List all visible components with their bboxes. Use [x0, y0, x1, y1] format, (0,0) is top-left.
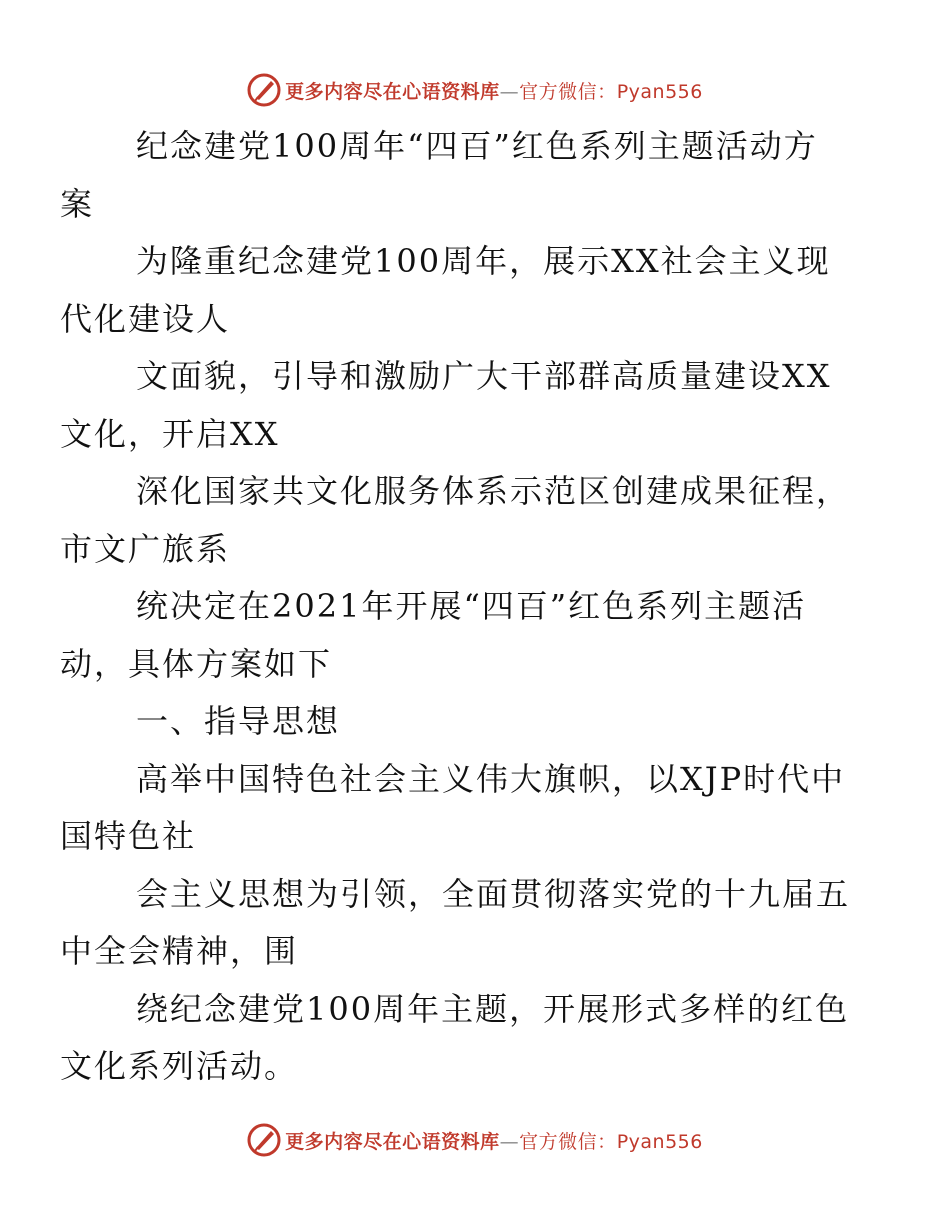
paragraph-title — [60, 118, 858, 233]
paragraph — [60, 348, 858, 463]
paragraph-line: 纪念建党100周年“四百”红色系列主题活动方 — [136, 127, 818, 165]
quill-logo-icon — [247, 1123, 281, 1157]
paragraph-line: 国特色社 — [60, 817, 197, 855]
header-banner — [0, 70, 950, 110]
banner-wechat-handle: Pyan556 — [616, 1130, 703, 1153]
paragraph-line: 文化系列活动。 — [60, 1047, 299, 1085]
footer-banner — [0, 1120, 950, 1160]
paragraph-line: 高举中国特色社会主义伟大旗帜，以XJP时代中 — [136, 759, 846, 798]
banner-text — [285, 77, 703, 104]
paragraph-line: 中全会精神，围 — [60, 932, 299, 970]
section-heading — [98, 693, 858, 751]
banner-wechat-label: 官方微信： — [519, 1130, 617, 1153]
paragraph-line: 会主义思想为引领，全面贯彻落实党的十九届五 — [136, 874, 851, 913]
paragraph-line: 动，具体方案如下 — [60, 644, 333, 683]
paragraph-line: 文化，开启XX — [60, 414, 280, 453]
paragraph — [60, 981, 858, 1096]
paragraph-line: 代化建设人 — [60, 299, 231, 338]
paragraph — [60, 463, 858, 578]
paragraph — [60, 233, 858, 348]
paragraph-line: 为隆重纪念建党100周年，展示XX社会主义现 — [136, 242, 831, 280]
banner-text — [285, 1127, 703, 1154]
banner-dash: — — [499, 80, 520, 103]
paragraph-line: 案 — [60, 184, 95, 223]
banner-site-text: 更多内容尽在心语资料库 — [285, 80, 500, 103]
banner-dash: — — [499, 1130, 520, 1153]
paragraph-line: 深化国家共文化服务体系示范区创建成果征程， — [136, 472, 851, 510]
paragraph-line: 文面貌，引导和激励广大干部群高质量建设XX — [136, 357, 832, 395]
quill-logo-icon — [247, 73, 281, 107]
paragraph — [60, 578, 858, 693]
paragraph — [60, 751, 858, 866]
paragraph — [60, 866, 858, 981]
banner-site-text: 更多内容尽在心语资料库 — [285, 1130, 500, 1153]
banner-wechat-handle: Pyan556 — [616, 80, 703, 103]
document-body — [60, 118, 858, 1096]
paragraph-line: 市文广旅系 — [60, 529, 231, 568]
paragraph-line: 统决定在2021年开展“四百”红色系列主题活 — [136, 587, 807, 625]
paragraph-line: 一、指导思想 — [136, 702, 341, 740]
banner-wechat-label: 官方微信： — [519, 80, 617, 103]
paragraph-line: 绕纪念建党100周年主题，开展形式多样的红色 — [136, 989, 850, 1028]
